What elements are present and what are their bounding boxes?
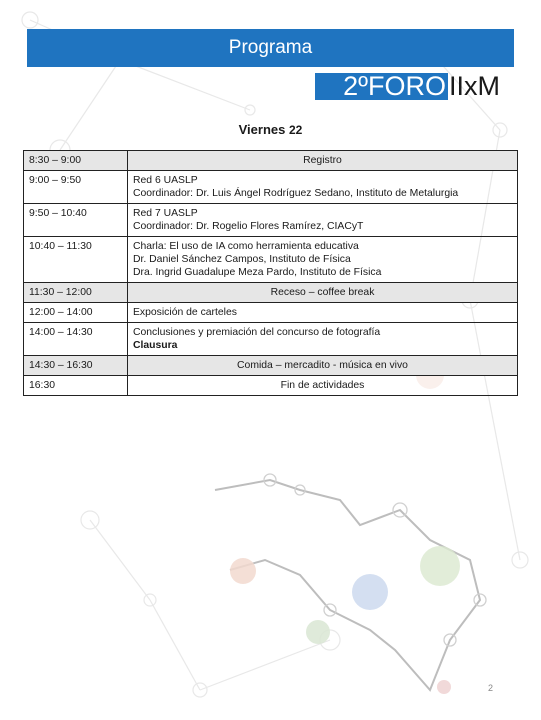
activity-line: Exposición de carteles [133,307,237,318]
schedule-time: 10:40 – 11:30 [24,237,128,283]
schedule-activity [128,376,518,396]
schedule-activity [128,237,518,283]
schedule-row [24,237,518,283]
schedule-time: 16:30 [24,376,128,396]
schedule-time: 8:30 – 9:00 [24,151,128,171]
day-label: Viernes [238,122,286,137]
activity-line: Comida – mercadito - música en vivo [237,360,408,371]
schedule-row [24,356,518,376]
page-number: 2 [488,683,494,693]
activity-line: Dra. Ingrid Guadalupe Meza Pardo, Instituto de Física [133,267,382,278]
schedule-time: 14:30 – 16:30 [24,356,128,376]
schedule-activity [128,356,518,376]
header-title: Programa [228,37,313,58]
schedule-row [24,204,518,237]
schedule-time: 11:30 – 12:00 [24,283,128,303]
schedule-activity [128,303,518,323]
day-number: 22 [289,123,303,137]
activity-line: Dr. Daniel Sánchez Campos, Instituto de Física [133,254,351,265]
schedule-time: 9:00 – 9:50 [24,171,128,204]
schedule-table [23,150,518,396]
schedule-row [24,303,518,323]
schedule-row [24,151,518,171]
schedule-row [24,171,518,204]
schedule-time: 9:50 – 10:40 [24,204,128,237]
activity-bold-line: Clausura [133,340,178,351]
schedule-time: 12:00 – 14:00 [24,303,128,323]
activity-line: Registro [303,155,342,166]
header-banner [27,29,514,67]
schedule-activity [128,204,518,237]
logo-blue-block: 2ºFORO [315,73,448,100]
schedule-activity [128,323,518,356]
activity-line: Receso – coffee break [270,287,375,298]
schedule-row [24,376,518,396]
foro-logo [315,73,514,100]
activity-line: Red 7 UASLP [133,208,198,219]
activity-line: Charla: El uso de IA como herramienta educativa [133,241,359,252]
schedule-activity [128,283,518,303]
schedule-row [24,283,518,303]
activity-line: Red 6 UASLP [133,175,198,186]
logo-dark-text: IIxM [449,71,500,101]
activity-line: Fin de actividades [280,380,365,391]
day-heading [0,122,541,137]
schedule-time: 14:00 – 14:30 [24,323,128,356]
activity-line: Coordinador: Dr. Rogelio Flores Ramírez, CIACyT [133,221,364,232]
activity-line: Conclusiones y premiación del concurso de fotografía [133,327,381,338]
activity-line: Coordinador: Dr. Luis Ángel Rodríguez Sedano, Instituto de Metalurgia [133,188,459,199]
schedule-row [24,323,518,356]
schedule-activity [128,171,518,204]
schedule-activity [128,151,518,171]
